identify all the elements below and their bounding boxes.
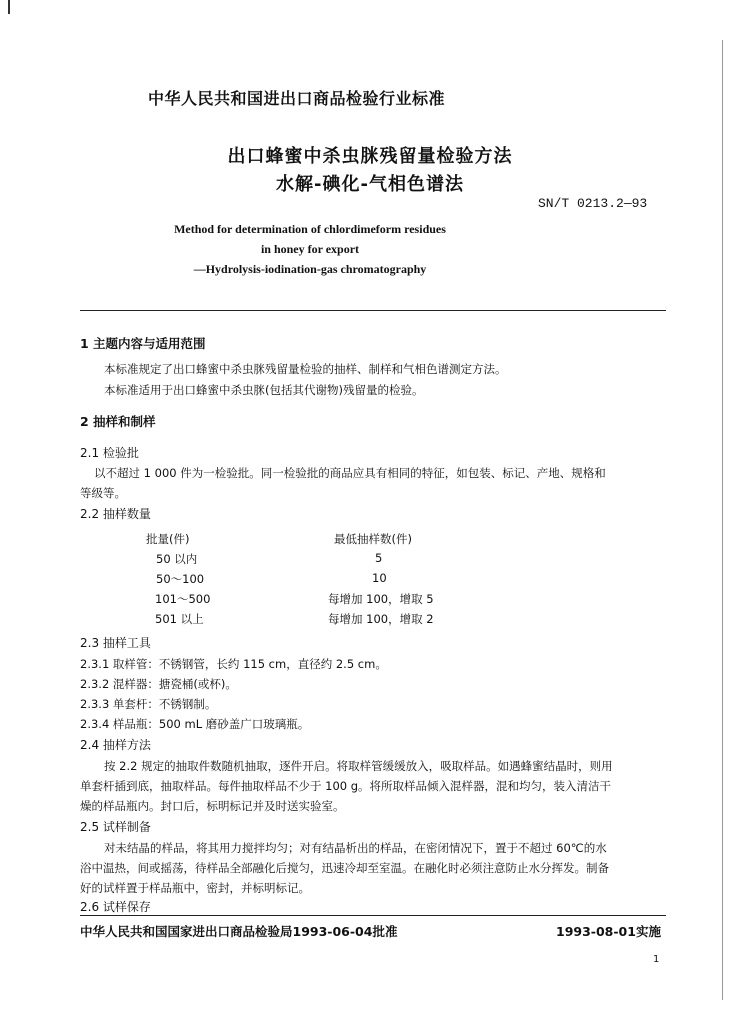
section-2-3-item: 2.3.3 单套杆：不锈钢制。 <box>80 697 217 711</box>
section-2-5-line: 对未结晶的样品，将其用力搅拌均匀；对有结晶析出的样品，在密闭情况下，置于不超过 60℃的水 <box>104 841 607 855</box>
section-2-3-item: 2.3.4 样品瓶：500 mL 磨砂盖广口玻璃瓶。 <box>80 717 310 731</box>
page-number: 1 <box>653 954 660 965</box>
table-cell-batch: 101～500 <box>155 592 211 606</box>
table-cell-min: 每增加 100，增取 2 <box>328 612 434 626</box>
section-2-4-heading: 2.4 抽样方法 <box>80 738 151 752</box>
table-cell-min: 每增加 100，增取 5 <box>328 592 434 606</box>
issuer-title: 中华人民共和国进出口商品检验行业标准 <box>148 89 446 108</box>
table-cell-batch: 50 以内 <box>156 552 198 566</box>
table-cell-min: 10 <box>372 571 387 585</box>
table-cell-min: 5 <box>375 551 383 565</box>
table-header-min-samples: 最低抽样数(件) <box>334 532 412 546</box>
section-2-1-para-2: 等级等。 <box>80 486 126 500</box>
scan-artifact <box>8 0 10 14</box>
approval-line: 中华人民共和国国家进出口商品检验局1993-06-04批准 <box>80 924 398 939</box>
footer-divider <box>80 915 666 916</box>
doc-title-line1: 出口蜂蜜中杀虫脒残留量检验方法 <box>227 146 513 167</box>
section-1-heading: 1 主题内容与适用范围 <box>80 336 206 351</box>
section-2-heading: 2 抽样和制样 <box>80 414 156 429</box>
section-2-3-heading: 2.3 抽样工具 <box>80 636 151 650</box>
scan-edge <box>722 40 723 1000</box>
section-2-6-heading: 2.6 试样保存 <box>80 900 151 914</box>
header-divider <box>80 310 666 311</box>
standard-number: SN/T 0213.2—93 <box>538 196 648 211</box>
table-header-batch: 批量(件) <box>146 532 190 546</box>
section-2-1-heading: 2.1 检验批 <box>80 446 139 460</box>
doc-title-line2: 水解-碘化-气相色谱法 <box>276 174 464 195</box>
section-2-4-line: 燥的样品瓶内。封口后，标明标记并及时送实验室。 <box>80 799 345 813</box>
section-1-para-2: 本标准适用于出口蜂蜜中杀虫脒(包括其代谢物)残留量的检验。 <box>104 383 424 397</box>
table-cell-batch: 50～100 <box>156 572 205 586</box>
section-2-3-item: 2.3.2 混样器：搪瓷桶(或杯)。 <box>80 677 237 691</box>
section-2-5-line: 浴中温热，间或摇荡，待样品全部融化后搅匀，迅速冷却至室温。在融化时必须注意防止水分挥发。制备 <box>80 861 609 875</box>
section-2-4-line: 按 2.2 规定的抽取件数随机抽取，逐件开启。将取样管缓缓放入，吸取样品。如遇蜂蜜结晶时，则用 <box>104 759 613 773</box>
section-2-3-item: 2.3.1 取样管：不锈钢管，长约 115 cm，直径约 2.5 cm。 <box>80 657 387 671</box>
english-title-line3: —Hydrolysis-iodination-gas chromatography <box>193 262 427 276</box>
section-2-5-line: 好的试样置于样品瓶中，密封，并标明标记。 <box>80 881 310 895</box>
section-1-para-1: 本标准规定了出口蜂蜜中杀虫脒残留量检验的抽样、制样和气相色谱测定方法。 <box>104 362 507 376</box>
effective-date: 1993-08-01实施 <box>556 924 661 939</box>
section-2-5-heading: 2.5 试样制备 <box>80 820 151 834</box>
section-2-4-line: 单套杆插到底，抽取样品。每件抽取样品不少于 100 g。将所取样品倾入混样器，混和均匀，装入清洁干 <box>80 779 612 793</box>
section-2-1-para-1: 以不超过 1 000 件为一检验批。同一检验批的商品应具有相同的特征，如包装、标记、产地、规格和 <box>94 466 606 480</box>
english-title-line1: Method for determination of chlordimeform residues <box>174 222 446 236</box>
table-cell-batch: 501 以上 <box>155 612 204 626</box>
section-2-2-heading: 2.2 抽样数量 <box>80 507 151 521</box>
english-title-line2: in honey for export <box>260 242 360 256</box>
